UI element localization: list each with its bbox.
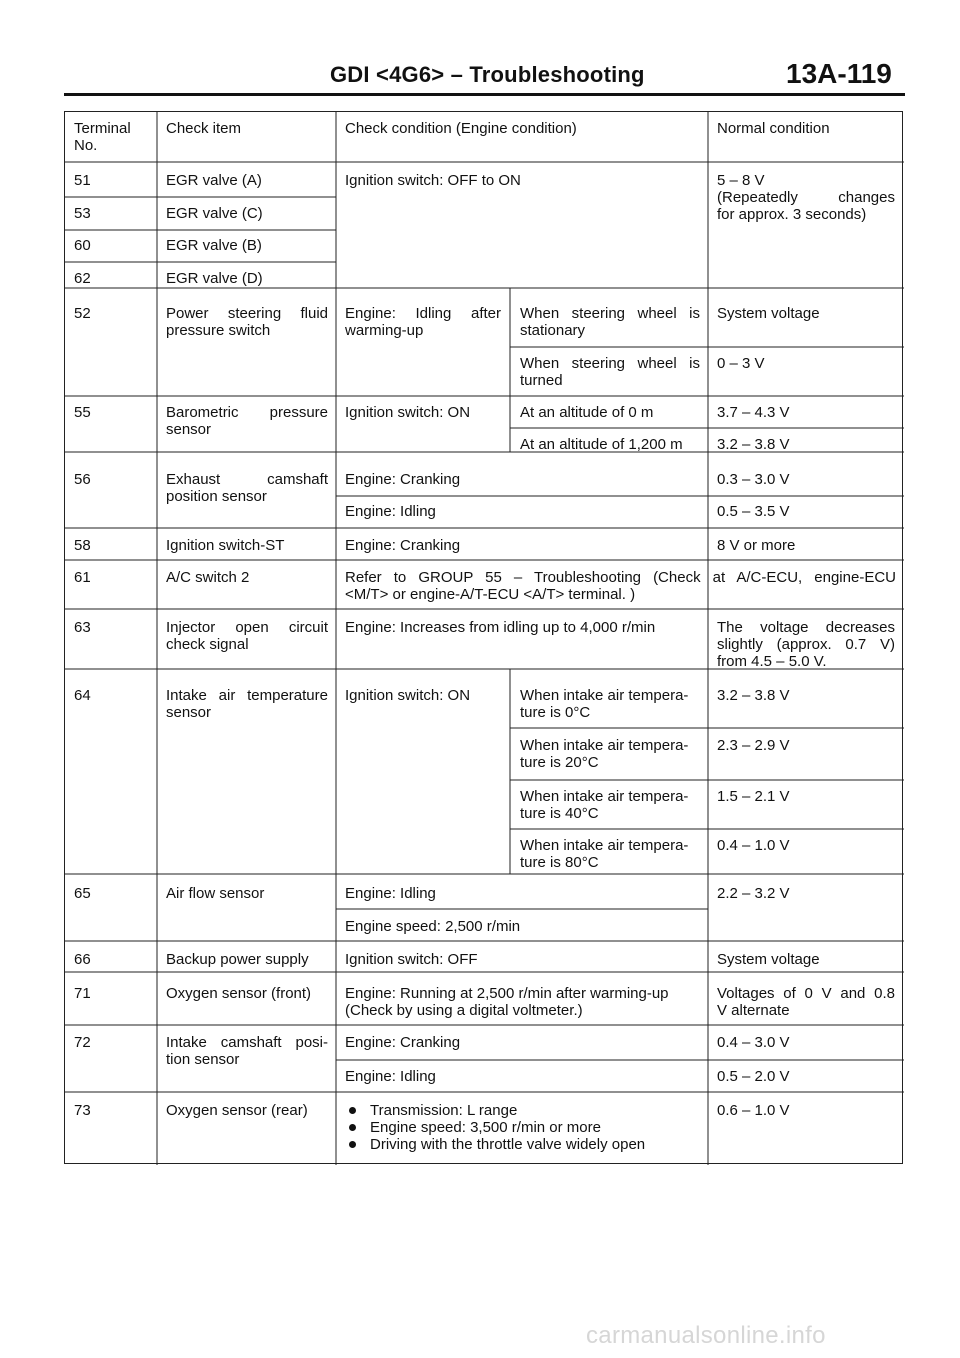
bullet-item	[349, 1119, 645, 1136]
sub-condition-line: ture is 20°C	[520, 754, 599, 771]
check-condition	[345, 985, 669, 1019]
check-item-line: Injector open circuit	[166, 619, 328, 636]
check-condition: Engine: Increases from idling up to 4,000 r/min	[345, 619, 656, 636]
check-condition: Engine: Cranking	[345, 1034, 461, 1051]
normal-condition-line: (Repeatedly changes	[717, 189, 895, 206]
terminal-no: 56	[74, 471, 91, 488]
header-terminal-line1: Terminal	[74, 120, 131, 137]
check-condition: Engine: Idling	[345, 503, 436, 520]
check-condition: Engine: Cranking	[345, 471, 461, 488]
normal-condition: 0.4 – 3.0 V	[717, 1034, 790, 1051]
check-condition-line: Engine: Running at 2,500 r/min after warming-up	[345, 985, 669, 1002]
check-item	[166, 619, 328, 653]
check-condition-line: Engine: Idling after	[345, 305, 501, 322]
normal-condition	[717, 619, 895, 670]
bullet-item	[349, 1102, 645, 1119]
check-item-line: Barometric pressure	[166, 404, 328, 421]
sub-condition-line: turned	[520, 372, 563, 389]
normal-condition: 0.5 – 2.0 V	[717, 1068, 790, 1085]
check-item-line: Intake camshaft posi-	[166, 1034, 328, 1051]
terminal-no: 72	[74, 1034, 91, 1051]
normal-condition: 3.2 – 3.8 V	[717, 436, 790, 453]
sub-condition	[520, 687, 700, 721]
normal-condition: 1.5 – 2.1 V	[717, 788, 790, 805]
bullet-item	[349, 1136, 645, 1153]
sub-condition-line: When intake air tempera-	[520, 788, 689, 805]
check-item-line: check signal	[166, 636, 249, 653]
bullet-dot-icon	[349, 1107, 356, 1114]
terminal-no: 52	[74, 305, 91, 322]
header-terminal-no	[74, 120, 131, 154]
normal-condition: 0 – 3 V	[717, 355, 765, 372]
check-item	[166, 305, 328, 339]
normal-condition: System voltage	[717, 951, 820, 968]
normal-condition-line: for approx. 3 seconds)	[717, 206, 867, 223]
sub-condition	[520, 305, 700, 339]
sub-condition: At an altitude of 1,200 m	[520, 436, 683, 453]
terminal-no: 60	[74, 237, 91, 254]
sub-condition: At an altitude of 0 m	[520, 404, 654, 421]
normal-condition-line: The voltage decreases	[717, 619, 895, 636]
terminal-no: 62	[74, 270, 91, 287]
terminal-no: 64	[74, 687, 91, 704]
normal-condition: 2.2 – 3.2 V	[717, 885, 790, 902]
check-item: Oxygen sensor (rear)	[166, 1102, 308, 1119]
check-item-line: sensor	[166, 421, 212, 438]
normal-condition: 3.2 – 3.8 V	[717, 687, 790, 704]
sub-condition-line: stationary	[520, 322, 586, 339]
check-item: Oxygen sensor (front)	[166, 985, 312, 1002]
normal-condition	[717, 172, 895, 223]
check-condition: Engine: Cranking	[345, 537, 461, 554]
sub-condition	[520, 355, 700, 389]
check-item: EGR valve (A)	[166, 172, 262, 189]
bullet-text: Transmission: L range	[370, 1102, 518, 1119]
sub-condition	[520, 737, 700, 771]
check-item-line: Exhaust camshaft	[166, 471, 328, 488]
check-item-line: sensor	[166, 704, 212, 721]
sub-condition-line: When steering wheel is	[520, 355, 700, 372]
page-title: GDI <4G6> – Troubleshooting	[330, 62, 645, 87]
check-condition: Ignition switch: ON	[345, 404, 471, 421]
terminal-no: 71	[74, 985, 91, 1002]
sub-condition-line: When steering wheel is	[520, 305, 700, 322]
normal-condition-line: from 4.5 – 5.0 V.	[717, 653, 827, 670]
terminal-no: 65	[74, 885, 91, 902]
watermark: carmanualsonline.info	[586, 1322, 826, 1349]
check-condition	[345, 569, 896, 603]
check-condition-line: Refer to GROUP 55 – Troubleshooting (Check at A/C-ECU, engine-ECU	[345, 569, 896, 586]
check-condition: Engine speed: 2,500 r/min	[345, 918, 521, 935]
terminal-no: 61	[74, 569, 91, 586]
check-condition	[345, 305, 501, 339]
check-item-line: pressure switch	[166, 322, 271, 339]
check-condition: Ignition switch: ON	[345, 687, 471, 704]
check-item: Air flow sensor	[166, 885, 265, 902]
sub-condition-line: ture is 40°C	[520, 805, 599, 822]
troubleshooting-table	[64, 111, 903, 1164]
check-condition: Engine: Idling	[345, 1068, 436, 1085]
sub-condition-line: ture is 80°C	[520, 854, 599, 871]
normal-condition: 3.7 – 4.3 V	[717, 404, 790, 421]
normal-condition: 0.5 – 3.5 V	[717, 503, 790, 520]
normal-condition	[717, 985, 895, 1019]
page-number: 13A-119	[786, 58, 892, 89]
check-item	[166, 687, 328, 721]
terminal-no: 55	[74, 404, 91, 421]
check-condition: Ignition switch: OFF	[345, 951, 478, 968]
normal-condition-line: slightly (approx. 0.7 V)	[717, 636, 895, 653]
check-item-line: tion sensor	[166, 1051, 240, 1068]
normal-condition: 0.3 – 3.0 V	[717, 471, 790, 488]
bullet-text: Driving with the throttle valve widely open	[370, 1136, 646, 1153]
terminal-no: 73	[74, 1102, 91, 1119]
sub-condition-line: When intake air tempera-	[520, 837, 689, 854]
check-item: EGR valve (B)	[166, 237, 262, 254]
normal-condition-line: Voltages of 0 V and 0.8	[717, 985, 895, 1002]
check-item	[166, 1034, 328, 1068]
bullet-text: Engine speed: 3,500 r/min or more	[370, 1119, 601, 1136]
check-item-line: Power steering fluid	[166, 305, 328, 322]
check-item: EGR valve (D)	[166, 270, 263, 287]
check-item-line: Intake air temperature	[166, 687, 328, 704]
normal-condition-line: 5 – 8 V	[717, 172, 765, 189]
header-terminal-line2: No.	[74, 137, 98, 154]
check-condition: Ignition switch: OFF to ON	[345, 172, 521, 189]
bullet-dot-icon	[349, 1141, 356, 1148]
normal-condition-line: V alternate	[717, 1002, 790, 1019]
check-item	[166, 471, 328, 505]
check-condition-line: warming-up	[345, 322, 424, 339]
check-item: A/C switch 2	[166, 569, 250, 586]
header-normal-condition: Normal condition	[717, 120, 830, 137]
check-condition-line: (Check by using a digital voltmeter.)	[345, 1002, 583, 1019]
sub-condition-line: When intake air tempera-	[520, 737, 689, 754]
sub-condition-line: ture is 0°C	[520, 704, 591, 721]
sub-condition	[520, 788, 700, 822]
check-condition: Engine: Idling	[345, 885, 436, 902]
check-condition-bullets	[349, 1102, 645, 1153]
terminal-no: 66	[74, 951, 91, 968]
terminal-no: 63	[74, 619, 91, 636]
normal-condition: 8 V or more	[717, 537, 796, 554]
header-check-item: Check item	[166, 120, 242, 137]
check-item: EGR valve (C)	[166, 205, 263, 222]
normal-condition: 0.4 – 1.0 V	[717, 837, 790, 854]
terminal-no: 58	[74, 537, 91, 554]
terminal-no: 51	[74, 172, 91, 189]
sub-condition-line: When intake air tempera-	[520, 687, 689, 704]
sub-condition	[520, 837, 700, 871]
check-item	[166, 404, 328, 438]
bullet-dot-icon	[349, 1124, 356, 1131]
header-check-condition: Check condition (Engine condition)	[345, 120, 577, 137]
header-rule	[64, 93, 905, 96]
check-item-line: position sensor	[166, 488, 267, 505]
check-item: Backup power supply	[166, 951, 309, 968]
normal-condition: 0.6 – 1.0 V	[717, 1102, 790, 1119]
terminal-no: 53	[74, 205, 91, 222]
normal-condition: 2.3 – 2.9 V	[717, 737, 790, 754]
check-item: Ignition switch-ST	[166, 537, 285, 554]
normal-condition: System voltage	[717, 305, 820, 322]
check-condition-line: <M/T> or engine-A/T-ECU <A/T> terminal. )	[345, 586, 636, 603]
